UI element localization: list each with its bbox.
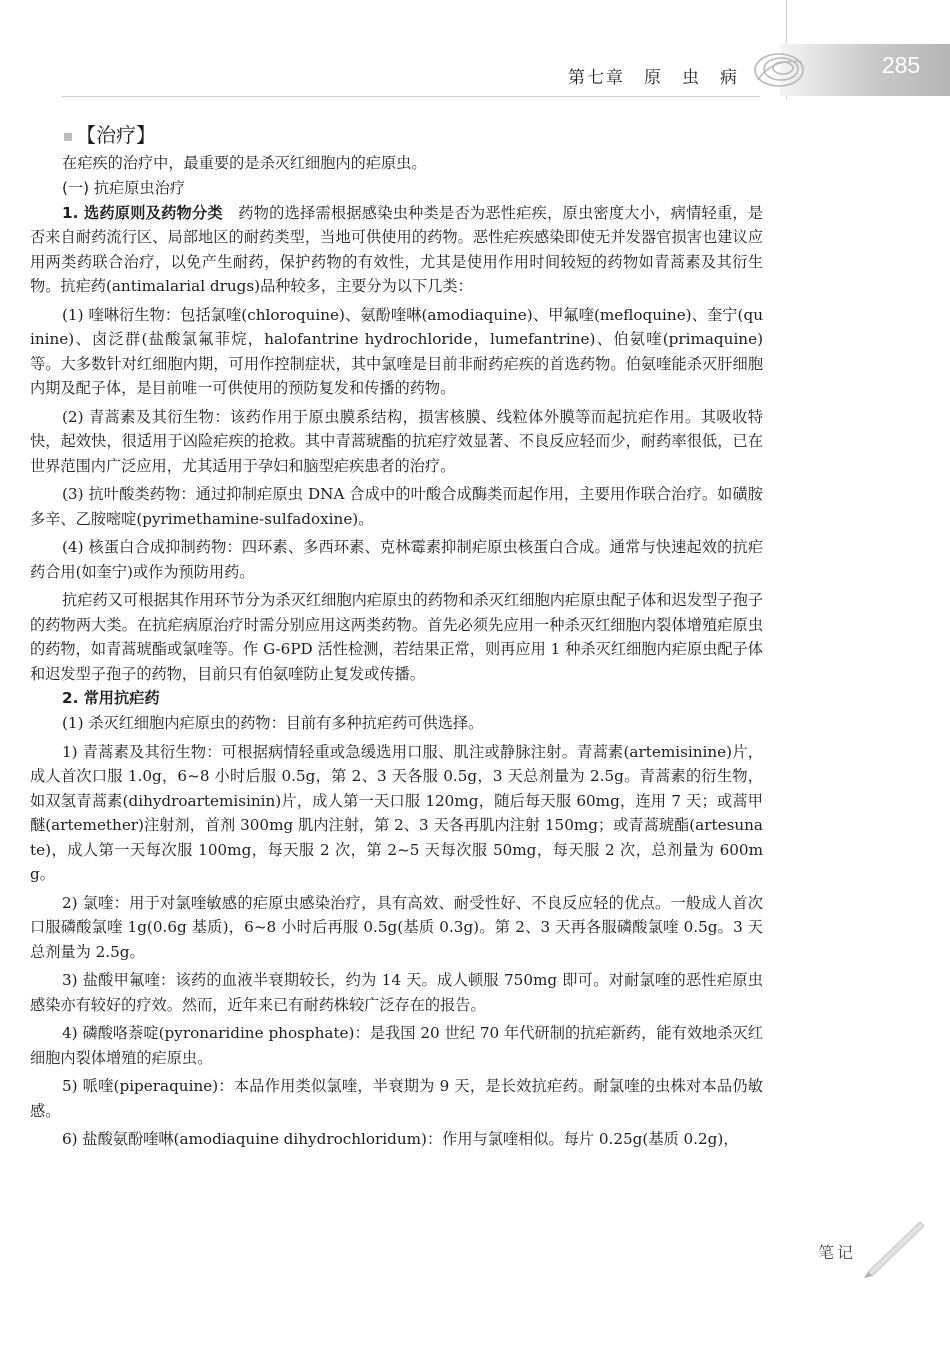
body-text [30, 151, 763, 1152]
paragraph-intro: 在疟疾的治疗中，最重要的是杀灭红细胞内的疟原虫。 [62, 154, 427, 172]
paragraph-artemisinin-dosage: 1) 青蒿素及其衍生物：可根据病情轻重或急缓选用口服、肌注或静脉注射。青蒿素(artemisinine)片，成人首次口服 1.0g，6~8 小时后服 0.5g，第 2、3 天各服 0.5g，3 天总剂量为 2.5g。青蒿素的衍生物，如双氢青蒿素(dihydroartemisinin)片，成人第一天口服 120mg，随后每天服 60mg，连用 7 天；或蒿甲醚(artemether)注射剂，首剂 300mg 肌内注射，第 2、3 天各再肌内注射 150mg；或青蒿琥酯(artesunate)，成人第一天每次服 100mg，每天服 2 次，第 2~5 天每次服 50mg，每天服 2 次，总剂量为 600mg。 [30, 742, 763, 883]
pencil-icon [860, 1218, 930, 1278]
paragraph-quinolines: (1) 喹啉衍生物：包括氯喹(chloroquine)、氨酚喹啉(amodiaquine)、甲氟喹(mefloquine)、奎宁(quinine)、卤泛群(盐酸氯氟菲烷，halofantrine hydrochloride，lumefantrine)、伯氨喹(primaquine)等。大多数针对红细胞内期，可用作控制症状，其中氯喹是目前非耐药疟疾的首选药物。伯氨喹能杀灭肝细胞内期及配子体，是目前唯一可供使用的预防复发和传播的药物。 [30, 305, 763, 397]
header-rule [62, 96, 760, 97]
swirl-icon [752, 50, 806, 90]
heading-selection-principles: 1. 选药原则及药物分类 [62, 203, 223, 222]
paragraph-erythrocytic-drugs: (1) 杀灭红细胞内疟原虫的药物：目前有多种抗疟药可供选择。 [62, 714, 484, 732]
section-marker [64, 133, 72, 141]
paragraph-piperaquine: 5) 哌喹(piperaquine)：本品作用类似氯喹，半衰期为 9 天，是长效抗疟药。耐氯喹的虫株对本品仍敏感。 [30, 1077, 763, 1120]
subsection-heading: (一) 抗疟原虫治疗 [62, 178, 185, 197]
paragraph-antifolates: (3) 抗叶酸类药物：通过抑制疟原虫 DNA 合成中的叶酸合成酶类而起作用，主要用作联合治疗。如磺胺多辛、乙胺嘧啶(pyrimethamine-sulfadoxine)。 [30, 485, 763, 528]
selection-principles-text: 药物的选择需根据感染虫种类是否为恶性疟疾，原虫密度大小，病情轻重，是否来自耐药流行区、局部地区的耐药类型，当地可供使用的药物。恶性疟疾感染即使无并发器官损害也建议应用两类药联合治疗，以免产生耐药，保护药物的有效性，尤其是使用作用时间较短的药物如青蒿素及其衍生物。抗疟药(antimalarial drugs)品种较多，主要分为以下几类： [30, 203, 764, 295]
heading-common-drugs: 2. 常用抗疟药 [62, 689, 160, 707]
chapter-header: 第七章 原 虫 病 [568, 68, 739, 88]
paragraph-protein-synthesis-inhibitors: (4) 核蛋白合成抑制药物：四环素、多西环素、克林霉素抑制疟原虫核蛋白合成。通常与快速起效的抗疟药合用(如奎宁)或作为预防用药。 [30, 538, 763, 581]
paragraph-chloroquine: 2) 氯喹：用于对氯喹敏感的疟原虫感染治疗，具有高效、耐受性好、不良反应轻的优点。一般成人首次口服磷酸氯喹 1g(0.6g 基质)，6~8 小时后再服 0.5g(基质 0.3g)。第 2、3 天再各服磷酸氯喹 0.5g。3 天总剂量为 2.5g。 [30, 893, 763, 961]
notes-label: 笔记 [818, 1243, 857, 1262]
page-number: 285 [881, 52, 921, 78]
paragraph-mefloquine: 3) 盐酸甲氟喹：该药的血液半衰期较长，约为 14 天。成人顿服 750mg 即可。对耐氯喹的恶性疟原虫感染亦有较好的疗效。然而，近年来已有耐药株较广泛存在的报告。 [30, 971, 763, 1014]
paragraph-drug-classes: 抗疟药又可根据其作用环节分为杀灭红细胞内疟原虫的药物和杀灭红细胞内疟原虫配子体和迟发型子孢子的药物两大类。在抗疟病原治疗时需分别应用这两类药物。首先必须先应用一种杀灭红细胞内裂体增殖疟原虫的药物，如青蒿琥酯或氯喹等。作 G-6PD 活性检测，若结果正常，则再应用 1 种杀灭红细胞内疟原虫配子体和迟发型子孢子的药物，目前只有伯氨喹防止复发或传播。 [30, 591, 763, 683]
paragraph-amodiaquine: 6) 盐酸氨酚喹啉(amodiaquine dihydrochloridum)：作用与氯喹相似。每片 0.25g(基质 0.2g)， [62, 1130, 739, 1148]
paragraph-artemisinins: (2) 青蒿素及其衍生物：该药作用于原虫膜系结构，损害核膜、线粒体外膜等而起抗疟作用。其吸收特快，起效快，很适用于凶险疟疾的抢救。其中青蒿琥酯的抗疟疗效显著、不良反应轻而少，耐药率很低，已在世界范围内广泛应用，尤其适用于孕妇和脑型疟疾患者的治疗。 [30, 407, 763, 475]
paragraph-selection-principles [30, 201, 763, 299]
section-title: 【治疗】 [76, 123, 156, 147]
paragraph-pyronaridine: 4) 磷酸咯萘啶(pyronaridine phosphate)：是我国 20 世纪 70 年代研制的抗疟新药，能有效地杀灭红细胞内裂体增殖的疟原虫。 [30, 1024, 763, 1067]
